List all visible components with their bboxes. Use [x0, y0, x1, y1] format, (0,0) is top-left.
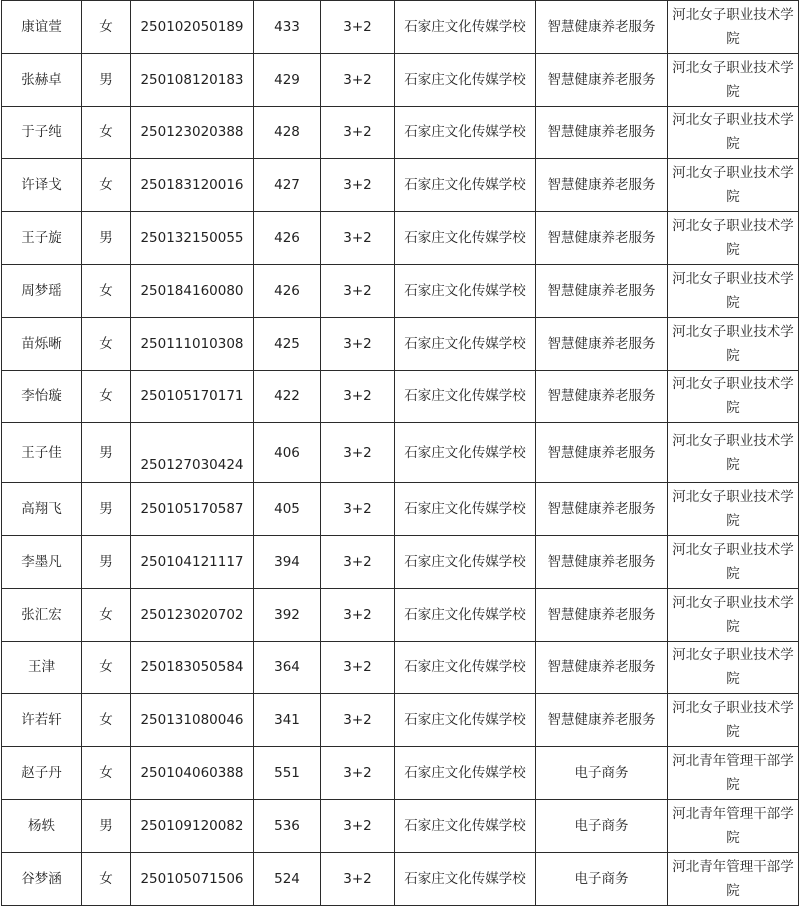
table-row: [2, 1, 799, 54]
major-cell: 智慧健康养老服务: [536, 1, 668, 54]
college-cell: 河北女子职业技术学院: [668, 535, 799, 588]
major-cell: 智慧健康养老服务: [536, 317, 668, 370]
college-cell: 河北女子职业技术学院: [668, 212, 799, 265]
student-name-cell: 康谊萱: [2, 1, 82, 54]
major-cell: 智慧健康养老服务: [536, 483, 668, 536]
program-type-cell: 3+2: [321, 264, 395, 317]
score-cell: 428: [254, 106, 321, 159]
major-cell: 智慧健康养老服务: [536, 106, 668, 159]
school-cell: 石家庄文化传媒学校: [395, 535, 536, 588]
major-cell: 智慧健康养老服务: [536, 641, 668, 694]
student-name-cell: 许译戈: [2, 159, 82, 212]
table-row: [2, 423, 799, 483]
school-cell: 石家庄文化传媒学校: [395, 106, 536, 159]
major-cell: 智慧健康养老服务: [536, 535, 668, 588]
college-cell: 河北女子职业技术学院: [668, 53, 799, 106]
table-row: [2, 535, 799, 588]
gender-cell: 女: [82, 370, 131, 423]
school-cell: 石家庄文化传媒学校: [395, 370, 536, 423]
score-cell: 364: [254, 641, 321, 694]
table-row: [2, 317, 799, 370]
gender-cell: 女: [82, 694, 131, 747]
table-row: [2, 106, 799, 159]
score-cell: 433: [254, 1, 321, 54]
school-cell: 石家庄文化传媒学校: [395, 212, 536, 265]
program-type-cell: 3+2: [321, 106, 395, 159]
school-cell: 石家庄文化传媒学校: [395, 799, 536, 852]
college-cell: 河北女子职业技术学院: [668, 1, 799, 54]
college-cell: 河北青年管理干部学院: [668, 852, 799, 905]
score-cell: 394: [254, 535, 321, 588]
score-cell: 422: [254, 370, 321, 423]
exam-id-cell: 250131080046: [131, 694, 254, 747]
major-cell: 电子商务: [536, 799, 668, 852]
student-name-cell: 谷梦涵: [2, 852, 82, 905]
student-name-cell: 周梦瑶: [2, 264, 82, 317]
gender-cell: 女: [82, 159, 131, 212]
score-cell: 426: [254, 212, 321, 265]
college-cell: 河北女子职业技术学院: [668, 483, 799, 536]
score-cell: 425: [254, 317, 321, 370]
college-cell: 河北女子职业技术学院: [668, 423, 799, 483]
score-cell: 405: [254, 483, 321, 536]
school-cell: 石家庄文化传媒学校: [395, 53, 536, 106]
college-cell: 河北女子职业技术学院: [668, 588, 799, 641]
exam-id-cell: 250127030424: [131, 423, 254, 483]
table-row: [2, 799, 799, 852]
program-type-cell: 3+2: [321, 588, 395, 641]
college-cell: 河北女子职业技术学院: [668, 641, 799, 694]
program-type-cell: 3+2: [321, 159, 395, 212]
gender-cell: 男: [82, 483, 131, 536]
gender-cell: 男: [82, 535, 131, 588]
major-cell: 智慧健康养老服务: [536, 53, 668, 106]
table-row: [2, 159, 799, 212]
table-row: [2, 212, 799, 265]
school-cell: 石家庄文化传媒学校: [395, 852, 536, 905]
score-cell: 536: [254, 799, 321, 852]
gender-cell: 男: [82, 799, 131, 852]
college-cell: 河北青年管理干部学院: [668, 799, 799, 852]
exam-id-cell: 250104060388: [131, 747, 254, 800]
student-name-cell: 张赫卓: [2, 53, 82, 106]
student-name-cell: 李墨凡: [2, 535, 82, 588]
exam-id-cell: 250123020702: [131, 588, 254, 641]
exam-id-cell: 250184160080: [131, 264, 254, 317]
student-name-cell: 李怡璇: [2, 370, 82, 423]
table-row: [2, 483, 799, 536]
table-row: [2, 264, 799, 317]
program-type-cell: 3+2: [321, 1, 395, 54]
program-type-cell: 3+2: [321, 317, 395, 370]
student-name-cell: 于子纯: [2, 106, 82, 159]
admission-table: [1, 0, 799, 906]
student-name-cell: 王津: [2, 641, 82, 694]
exam-id-cell: 250109120082: [131, 799, 254, 852]
exam-id-cell: 250183120016: [131, 159, 254, 212]
student-name-cell: 王子佳: [2, 423, 82, 483]
school-cell: 石家庄文化传媒学校: [395, 159, 536, 212]
exam-id-cell: 250102050189: [131, 1, 254, 54]
score-cell: 551: [254, 747, 321, 800]
major-cell: 智慧健康养老服务: [536, 694, 668, 747]
gender-cell: 女: [82, 852, 131, 905]
college-cell: 河北女子职业技术学院: [668, 694, 799, 747]
program-type-cell: 3+2: [321, 423, 395, 483]
college-cell: 河北女子职业技术学院: [668, 264, 799, 317]
score-cell: 406: [254, 423, 321, 483]
school-cell: 石家庄文化传媒学校: [395, 423, 536, 483]
exam-id-cell: 250111010308: [131, 317, 254, 370]
exam-id-cell: 250105170587: [131, 483, 254, 536]
college-cell: 河北青年管理干部学院: [668, 747, 799, 800]
table-row: [2, 747, 799, 800]
program-type-cell: 3+2: [321, 53, 395, 106]
program-type-cell: 3+2: [321, 694, 395, 747]
student-name-cell: 杨轶: [2, 799, 82, 852]
school-cell: 石家庄文化传媒学校: [395, 317, 536, 370]
school-cell: 石家庄文化传媒学校: [395, 694, 536, 747]
school-cell: 石家庄文化传媒学校: [395, 747, 536, 800]
school-cell: 石家庄文化传媒学校: [395, 264, 536, 317]
gender-cell: 男: [82, 212, 131, 265]
school-cell: 石家庄文化传媒学校: [395, 1, 536, 54]
student-name-cell: 赵子丹: [2, 747, 82, 800]
score-cell: 429: [254, 53, 321, 106]
program-type-cell: 3+2: [321, 483, 395, 536]
score-cell: 427: [254, 159, 321, 212]
school-cell: 石家庄文化传媒学校: [395, 641, 536, 694]
major-cell: 智慧健康养老服务: [536, 423, 668, 483]
gender-cell: 女: [82, 747, 131, 800]
program-type-cell: 3+2: [321, 535, 395, 588]
major-cell: 智慧健康养老服务: [536, 588, 668, 641]
table-row: [2, 641, 799, 694]
school-cell: 石家庄文化传媒学校: [395, 483, 536, 536]
exam-id-cell: 250132150055: [131, 212, 254, 265]
gender-cell: 女: [82, 641, 131, 694]
exam-id-cell: 250108120183: [131, 53, 254, 106]
gender-cell: 男: [82, 53, 131, 106]
score-cell: 341: [254, 694, 321, 747]
table-body: [2, 1, 799, 906]
gender-cell: 男: [82, 423, 131, 483]
exam-id-cell: 250105071506: [131, 852, 254, 905]
table-row: [2, 53, 799, 106]
exam-id-cell: 250183050584: [131, 641, 254, 694]
score-cell: 426: [254, 264, 321, 317]
program-type-cell: 3+2: [321, 212, 395, 265]
table-row: [2, 588, 799, 641]
major-cell: 电子商务: [536, 852, 668, 905]
table-row: [2, 694, 799, 747]
college-cell: 河北女子职业技术学院: [668, 370, 799, 423]
student-name-cell: 高翔飞: [2, 483, 82, 536]
major-cell: 智慧健康养老服务: [536, 370, 668, 423]
program-type-cell: 3+2: [321, 641, 395, 694]
college-cell: 河北女子职业技术学院: [668, 106, 799, 159]
table-row: [2, 852, 799, 905]
exam-id-cell: 250105170171: [131, 370, 254, 423]
score-cell: 524: [254, 852, 321, 905]
gender-cell: 女: [82, 1, 131, 54]
major-cell: 智慧健康养老服务: [536, 159, 668, 212]
program-type-cell: 3+2: [321, 747, 395, 800]
exam-id-cell: 250123020388: [131, 106, 254, 159]
major-cell: 智慧健康养老服务: [536, 264, 668, 317]
gender-cell: 女: [82, 588, 131, 641]
table-row: [2, 370, 799, 423]
college-cell: 河北女子职业技术学院: [668, 317, 799, 370]
student-name-cell: 王子旋: [2, 212, 82, 265]
score-cell: 392: [254, 588, 321, 641]
student-name-cell: 张汇宏: [2, 588, 82, 641]
major-cell: 智慧健康养老服务: [536, 212, 668, 265]
major-cell: 电子商务: [536, 747, 668, 800]
exam-id-cell: 250104121117: [131, 535, 254, 588]
student-name-cell: 许若轩: [2, 694, 82, 747]
college-cell: 河北女子职业技术学院: [668, 159, 799, 212]
school-cell: 石家庄文化传媒学校: [395, 588, 536, 641]
program-type-cell: 3+2: [321, 370, 395, 423]
gender-cell: 女: [82, 317, 131, 370]
program-type-cell: 3+2: [321, 799, 395, 852]
program-type-cell: 3+2: [321, 852, 395, 905]
student-name-cell: 苗烁晰: [2, 317, 82, 370]
gender-cell: 女: [82, 264, 131, 317]
gender-cell: 女: [82, 106, 131, 159]
